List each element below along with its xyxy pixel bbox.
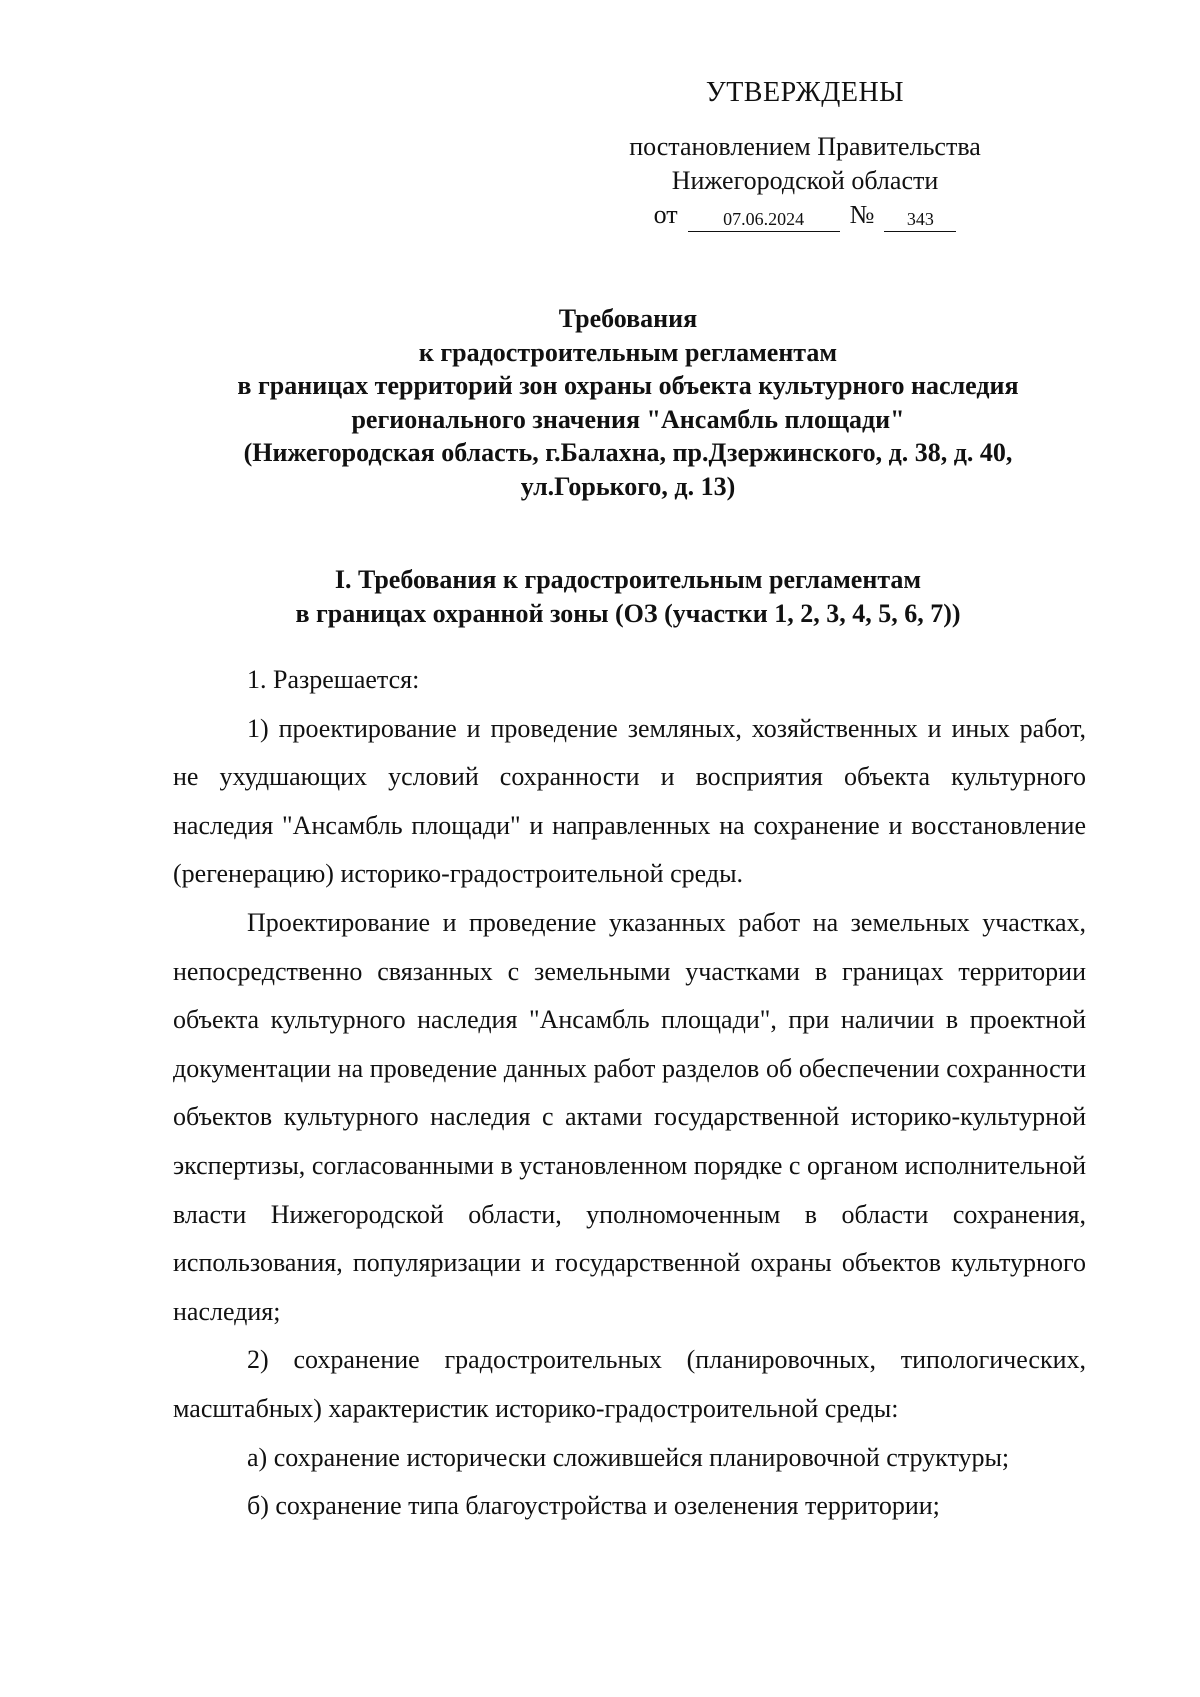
body-paragraph: 1. Разрешается: xyxy=(247,665,420,694)
from-label: от xyxy=(653,200,678,229)
section-title xyxy=(160,563,1096,631)
body-paragraph: а) сохранение исторически сложившейся планировочной структуры; xyxy=(247,1442,1010,1472)
title-line: в границах территорий зон охраны объекта культурного наследия xyxy=(237,371,1019,400)
decree-line xyxy=(600,198,1010,232)
approval-line-2: Нижегородской области xyxy=(671,166,939,195)
body-paragraph: 2) сохранение градостроительных (планировочных, типологических, масштабных) характеристик историко-градостроительной среды: xyxy=(173,1345,1086,1423)
title-line: (Нижегородская область, г.Балахна, пр.Дзержинского, д. 38, д. 40, xyxy=(243,438,1013,467)
title-line: к градостроительным регламентам xyxy=(418,337,838,367)
document-body xyxy=(173,656,1086,1531)
section-title-line: в границах охранной зоны (ОЗ (участки 1, 2, 3, 4, 5, 6, 7)) xyxy=(295,599,961,628)
title-line: ул.Горького, д. 13) xyxy=(520,471,736,501)
document-title xyxy=(160,302,1096,503)
number-sign: № xyxy=(849,200,875,229)
decree-number: 343 xyxy=(884,208,956,232)
decree-date: 07.06.2024 xyxy=(688,208,840,232)
approval-block xyxy=(600,76,1010,232)
body-paragraph: Проектирование и проведение указанных работ на земельных участках, непосредственно связанных с земельными участками в границах территории объекта культурного наследия "Ансамбль площади", при наличии в проектной документации на проведение данных работ разделов об обеспечении сохранности объектов культурного наследия с актами государственной историко-культурной экспертизы, согласованными в установленном порядке с органом исполнительной власти Нижегородской области, уполномоченным в области сохранения, использования, популяризации и государственной охраны объектов культурного наследия; xyxy=(173,907,1086,1326)
section-title-line: I. Требования к градостроительным регламентам xyxy=(334,565,922,594)
title-line: регионального значения "Ансамбль площади" xyxy=(351,404,905,434)
approval-line-1: постановлением Правительства xyxy=(629,132,981,161)
body-paragraph: б) сохранение типа благоустройства и озеленения территории; xyxy=(247,1491,940,1521)
approved-heading: УТВЕРЖДЕНЫ xyxy=(705,77,905,108)
title-line: Требования xyxy=(558,304,698,333)
body-paragraph: 1) проектирование и проведение земляных, хозяйственных и иных работ, не ухудшающих условий сохранности и восприятия объекта культурного наследия "Ансамбль площади" и направленных на сохранение и восстановление (регенерацию) историко-градостроительной среды. xyxy=(173,713,1086,889)
